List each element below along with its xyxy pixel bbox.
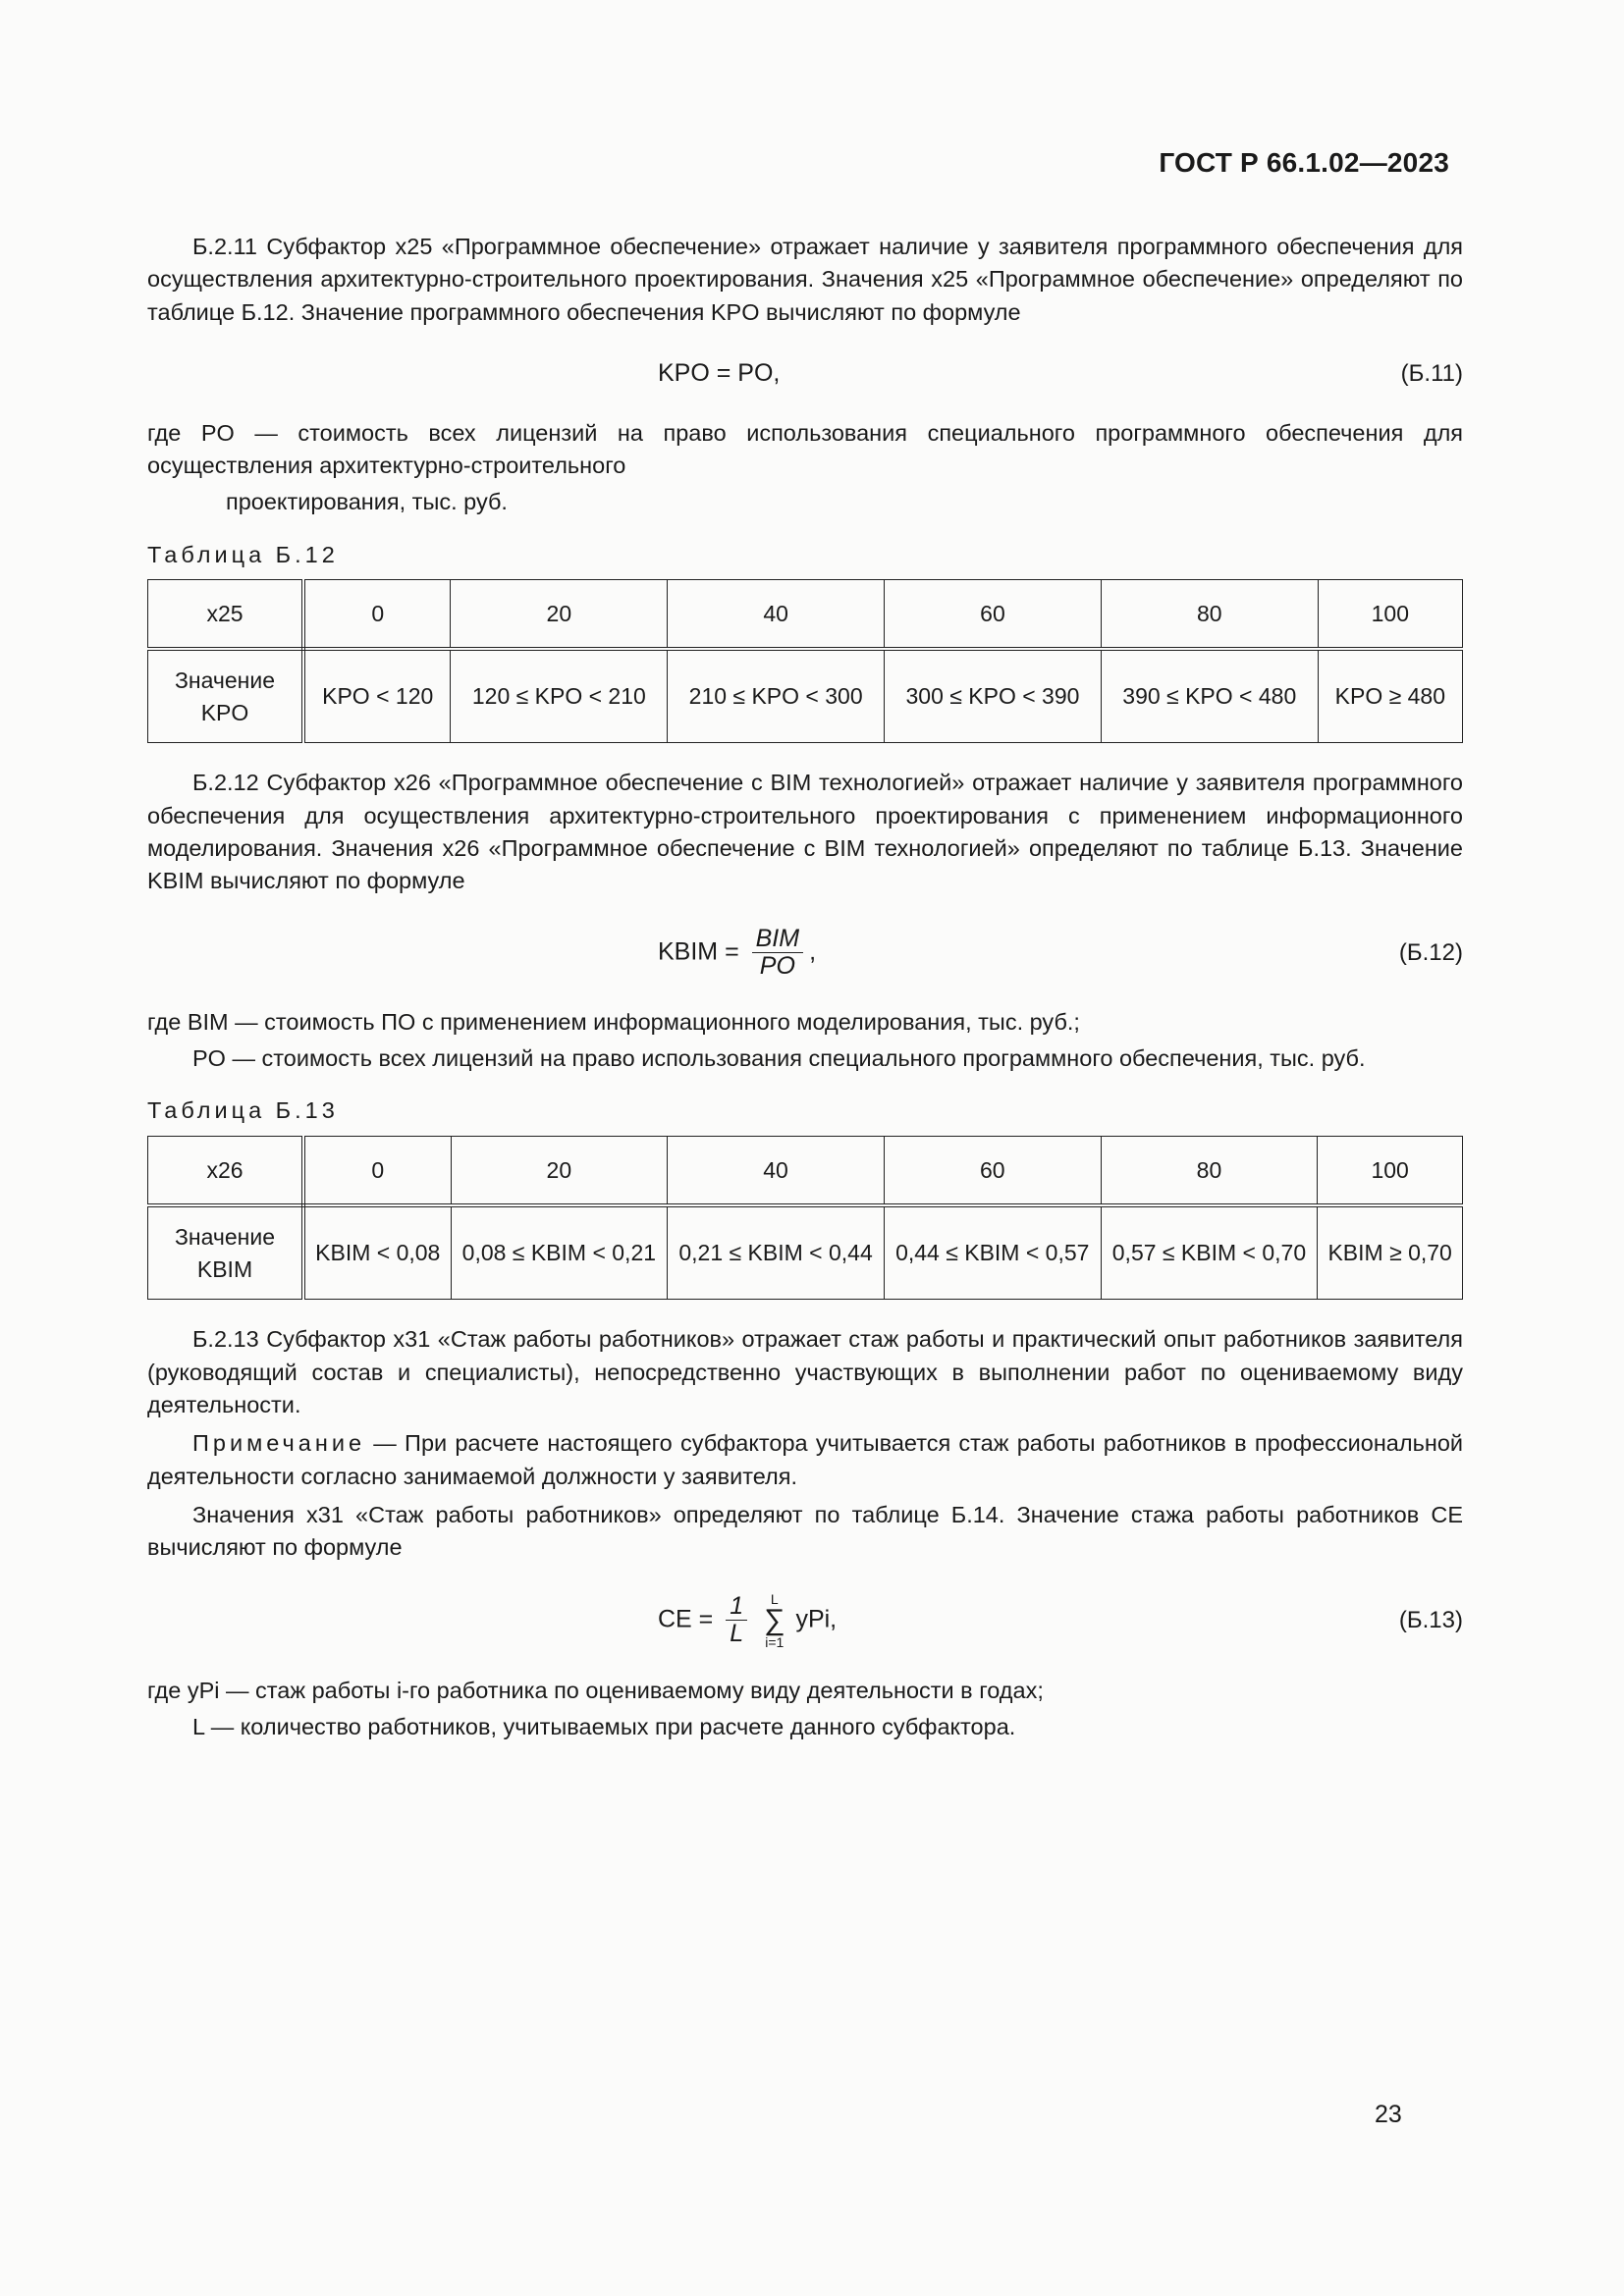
table-cell: 0: [303, 1136, 451, 1205]
formula-number: (Б.13): [1398, 1606, 1463, 1633]
table-cell: KPO ≥ 480: [1318, 649, 1462, 743]
definition-continuation: проектирования, тыс. руб.: [226, 489, 508, 515]
table-b13: [147, 1136, 1463, 1300]
section-b211: [147, 231, 1463, 329]
table-row-label: Значение KPO: [148, 649, 304, 743]
section-b213: [147, 1323, 1463, 1421]
table-cell: 210 ≤ KPO < 300: [668, 649, 885, 743]
note-label: Примечание: [192, 1430, 366, 1457]
definitions-b13: [147, 1675, 1463, 1744]
definition-term: где BIM: [147, 1008, 229, 1035]
definition-term: PO: [192, 1045, 226, 1072]
definitions-b11: [147, 417, 1463, 519]
definitions-b12: [147, 1006, 1463, 1076]
definition: [147, 1711, 1463, 1743]
formula-number: (Б.12): [1398, 938, 1463, 966]
fraction-numerator: 1: [726, 1593, 747, 1622]
table-cell: KBIM ≥ 0,70: [1318, 1205, 1463, 1300]
table-cell: 120 ≤ KPO < 210: [451, 649, 668, 743]
table-cell: 60: [885, 580, 1102, 650]
fraction-denominator: PO: [759, 952, 795, 981]
definition-text: — стоимость всех лицензий на право использования специального программного обеспечения, тыс. руб.: [232, 1045, 1366, 1072]
note-text: — При расчете настоящего субфактора учитывается стаж работы работников в профессиональной деятельности согласно занимаемой должности у заявителя.: [147, 1430, 1464, 1489]
table-row-header: [148, 1136, 1463, 1205]
formula-lhs: KBIM =: [658, 937, 739, 966]
table-cell: 80: [1101, 1136, 1318, 1205]
formula-expression: KBIM = $\frac{\text{BIM}}{PO}$ ,: [658, 924, 817, 981]
table-cell: 390 ≤ KPO < 480: [1101, 649, 1318, 743]
definition-text: — стоимость всех лицензий на право использования специального программного обеспечения для осуществления архитектурно-строительного: [147, 419, 1464, 478]
definition-text: — количество работников, учитываемых при расчете данного субфактора.: [210, 1714, 1016, 1740]
table-b12: [147, 579, 1463, 743]
formula-expression: [658, 1592, 837, 1649]
table-cell: 0,57 ≤ KBIM < 0,70: [1101, 1205, 1318, 1300]
formula-term: yPi,: [795, 1605, 838, 1633]
section-text: Субфактор x31 «Стаж работы работников» отражает стаж работы и практический опыт работников заявителя (руководящий состав и специалисты), непосредственно участвующих в выполнении работ по оцениваемому виду деятельности.: [147, 1326, 1463, 1417]
definition-text: — стоимость ПО с применением информационного моделирования, тыс. руб.;: [235, 1008, 1080, 1035]
section-b212: [147, 767, 1463, 897]
sum-upper-limit: L: [770, 1590, 779, 1607]
table-row-values: [148, 649, 1463, 743]
formula-lhs: CE =: [658, 1605, 714, 1633]
section-b213-values: Значения x31 «Стаж работы работников» определяют по таблице Б.14. Значение стажа работы работников CE вычисляют по формуле: [147, 1501, 1463, 1561]
section-number: Б.2.11: [192, 234, 257, 259]
table-cell: 0,08 ≤ KBIM < 0,21: [451, 1205, 668, 1300]
definition-term: L: [192, 1714, 205, 1740]
definition: [147, 1675, 1463, 1707]
document-header: ГОСТ Р 66.1.02—2023: [1159, 147, 1449, 178]
table-row-label: x25: [148, 580, 304, 650]
table-row-header: [148, 580, 1463, 650]
table-cell: 20: [451, 580, 668, 650]
definition: [147, 1042, 1463, 1075]
table-cell: 60: [884, 1136, 1101, 1205]
table-cell: 80: [1101, 580, 1318, 650]
sum-lower-limit: i=1: [765, 1633, 785, 1650]
table-caption-b13: Таблица Б.13: [147, 1097, 339, 1124]
definition-term: где yPi: [147, 1677, 220, 1703]
summation-icon: L ∑ i=1: [764, 1590, 785, 1650]
formula-b12: [147, 926, 1463, 981]
formula-fraction: [726, 1593, 747, 1648]
table-cell: 40: [668, 580, 885, 650]
formula-expression: KPO = PO,: [658, 359, 781, 388]
formula-b13: [147, 1592, 1463, 1649]
section-text: Субфактор x25 «Программное обеспечение» отражает наличие у заявителя программного обеспечения для осуществления архитектурно-строительного проектирования. Значения x25 «Программное обеспечение» определяют по таблице Б.12. Значение программного обеспечения KPO вычисляют по формуле: [147, 234, 1464, 325]
table-row-values: [148, 1205, 1463, 1300]
note: [147, 1427, 1463, 1493]
formula-fraction: [752, 926, 803, 981]
definition: [147, 417, 1463, 483]
table-cell: 40: [668, 1136, 885, 1205]
table-cell: 300 ≤ KPO < 390: [885, 649, 1102, 743]
table-row-label: x26: [148, 1136, 304, 1205]
table-cell: 100: [1318, 580, 1462, 650]
fraction-denominator: L: [730, 1620, 744, 1648]
formula-number: (Б.11): [1400, 359, 1463, 387]
table-cell: 100: [1318, 1136, 1463, 1205]
formula-b11: [147, 356, 1463, 392]
table-caption-b12: Таблица Б.12: [147, 541, 339, 567]
definition-term: где PO: [147, 419, 235, 446]
table-cell: KBIM < 0,08: [303, 1205, 451, 1300]
definition-text: — стаж работы i-го работника по оцениваемому виду деятельности в годах;: [226, 1677, 1044, 1703]
section-text: Субфактор x26 «Программное обеспечение с BIM технологией» отражает наличие у заявителя программного обеспечения для осуществления архитектурно-строительного проектирования с применением информационного моделирования. Значения x26 «Программное обеспечение с BIM технологией» определяют по таблице Б.13. Значение KBIM вычисляют по формуле: [147, 770, 1463, 894]
table-cell: 0: [303, 580, 451, 650]
definition: [147, 1006, 1463, 1039]
section-number: Б.2.13: [192, 1326, 259, 1353]
page-number: 23: [1375, 2101, 1402, 2128]
table-cell: KPO < 120: [303, 649, 451, 743]
document-body: [147, 231, 1463, 1763]
table-row-label: Значение KBIM: [148, 1205, 304, 1300]
table-cell: 0,44 ≤ KBIM < 0,57: [884, 1205, 1101, 1300]
table-cell: 20: [451, 1136, 668, 1205]
table-cell: 0,21 ≤ KBIM < 0,44: [668, 1205, 885, 1300]
section-number: Б.2.12: [192, 770, 259, 796]
fraction-numerator: BIM: [752, 926, 803, 954]
